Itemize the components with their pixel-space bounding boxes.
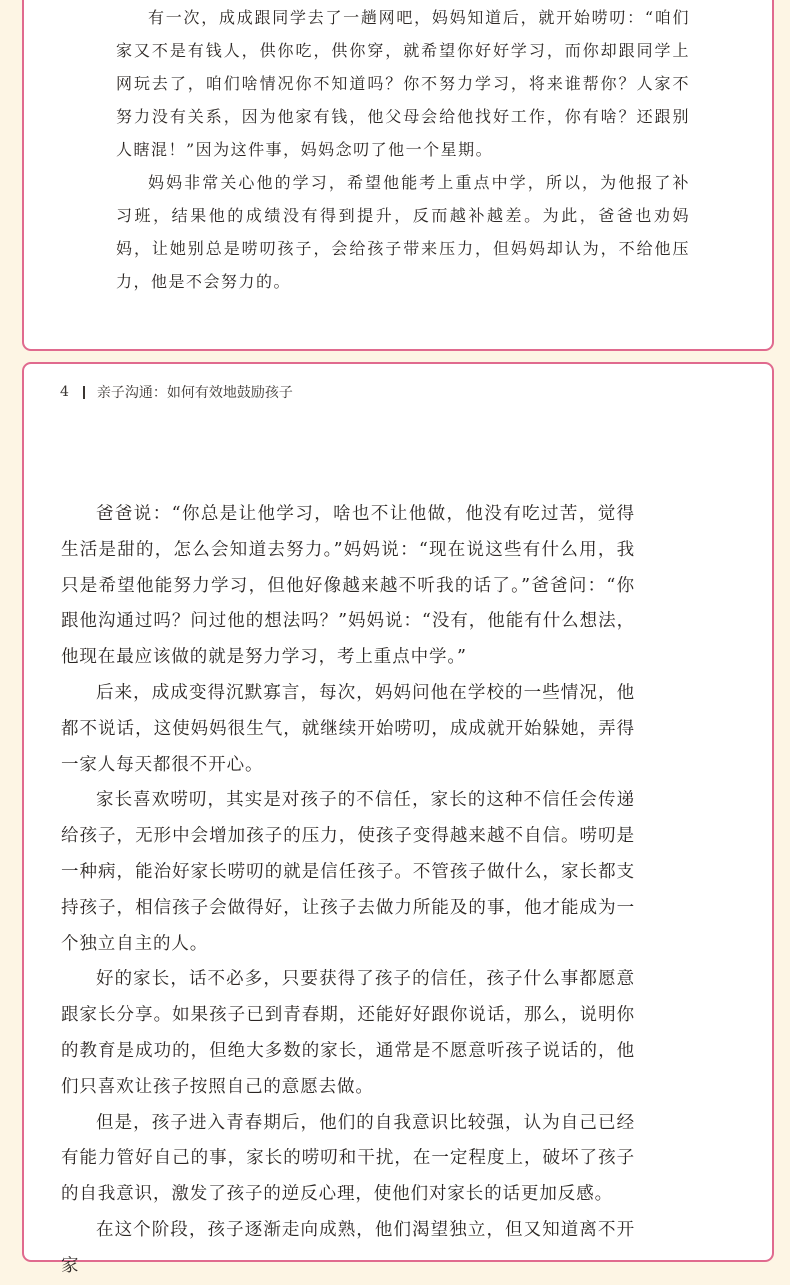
- running-header: [60, 382, 293, 402]
- top-page-body: [116, 1, 690, 298]
- page-number: 4: [60, 384, 69, 400]
- top-page-card: [22, 0, 774, 351]
- paragraph: 在这个阶段，孩子逐渐走向成熟，他们渴望独立，但又知道离不开家: [61, 1219, 635, 1276]
- paragraph: 但是，孩子进入青春期后，他们的自我意识比较强，认为自己已经有能力管好自己的事，家长的唠叨和干扰，在一定程度上，破坏了孩子的自我意识，激发了孩子的逆反心理，使他们对家长的话更加反感。: [61, 1112, 635, 1205]
- paragraph: 后来，成成变得沉默寡言，每次，妈妈问他在学校的一些情况，他都不说话，这使妈妈很生气，就继续开始唠叨，成成就开始躲她，弄得一家人每天都很不开心。: [61, 682, 635, 775]
- paragraph: 好的家长，话不必多，只要获得了孩子的信任，孩子什么事都愿意跟家长分享。如果孩子已到青春期，还能好好跟你说话，那么，说明你的教育是成功的，但绝大多数的家长，通常是不愿意听孩子说话的，他们只喜欢让孩子按照自己的意愿去做。: [61, 969, 635, 1097]
- paragraph: 爸爸说：“你总是让他学习，啥也不让他做，他没有吃过苦，觉得生活是甜的，怎么会知道去努力。”妈妈说：“现在说这些有什么用，我只是希望他能努力学习，但他好像越来越不听我的话了。”爸爸问：“你跟他沟通过吗？问过他的想法吗？”妈妈说：“没有，他能有什么想法，他现在最应该做的就是努力学习，考上重点中学。”: [61, 504, 635, 668]
- header-divider: [83, 386, 85, 399]
- paragraph: 家长喜欢唠叨，其实是对孩子的不信任，家长的这种不信任会传递给孩子，无形中会增加孩子的压力，使孩子变得越来越不自信。唠叨是一种病，能治好家长唠叨的就是信任孩子。不管孩子做什么，家长都支持孩子，相信孩子会做得好，让孩子去做力所能及的事，他才能成为一个独立自主的人。: [61, 790, 635, 954]
- book-title: 亲子沟通：如何有效地鼓励孩子: [96, 385, 293, 401]
- bottom-page-card: [22, 362, 774, 1276]
- bottom-page-body: [61, 497, 635, 1285]
- paragraph: 妈妈非常关心他的学习，希望他能考上重点中学，所以，为他报了补习班，结果他的成绩没有得到提升，反而越补越差。为此，爸爸也劝妈妈，让她别总是唠叨孩子，会给孩子带来压力，但妈妈却认为，不给他压力，他是不会努力的。: [116, 173, 690, 291]
- paragraph: 有一次，成成跟同学去了一趟网吧，妈妈知道后，就开始唠叨：“咱们家又不是有钱人，供你吃，供你穿，就希望你好好学习，而你却跟同学上网玩去了，咱们啥情况你不知道吗？你不努力学习，将来谁帮你？人家不努力没有关系，因为他家有钱，他父母会给他找好工作，你有啥？还跟别人瞎混！”因为这件事，妈妈念叨了他一个星期。: [116, 8, 690, 159]
